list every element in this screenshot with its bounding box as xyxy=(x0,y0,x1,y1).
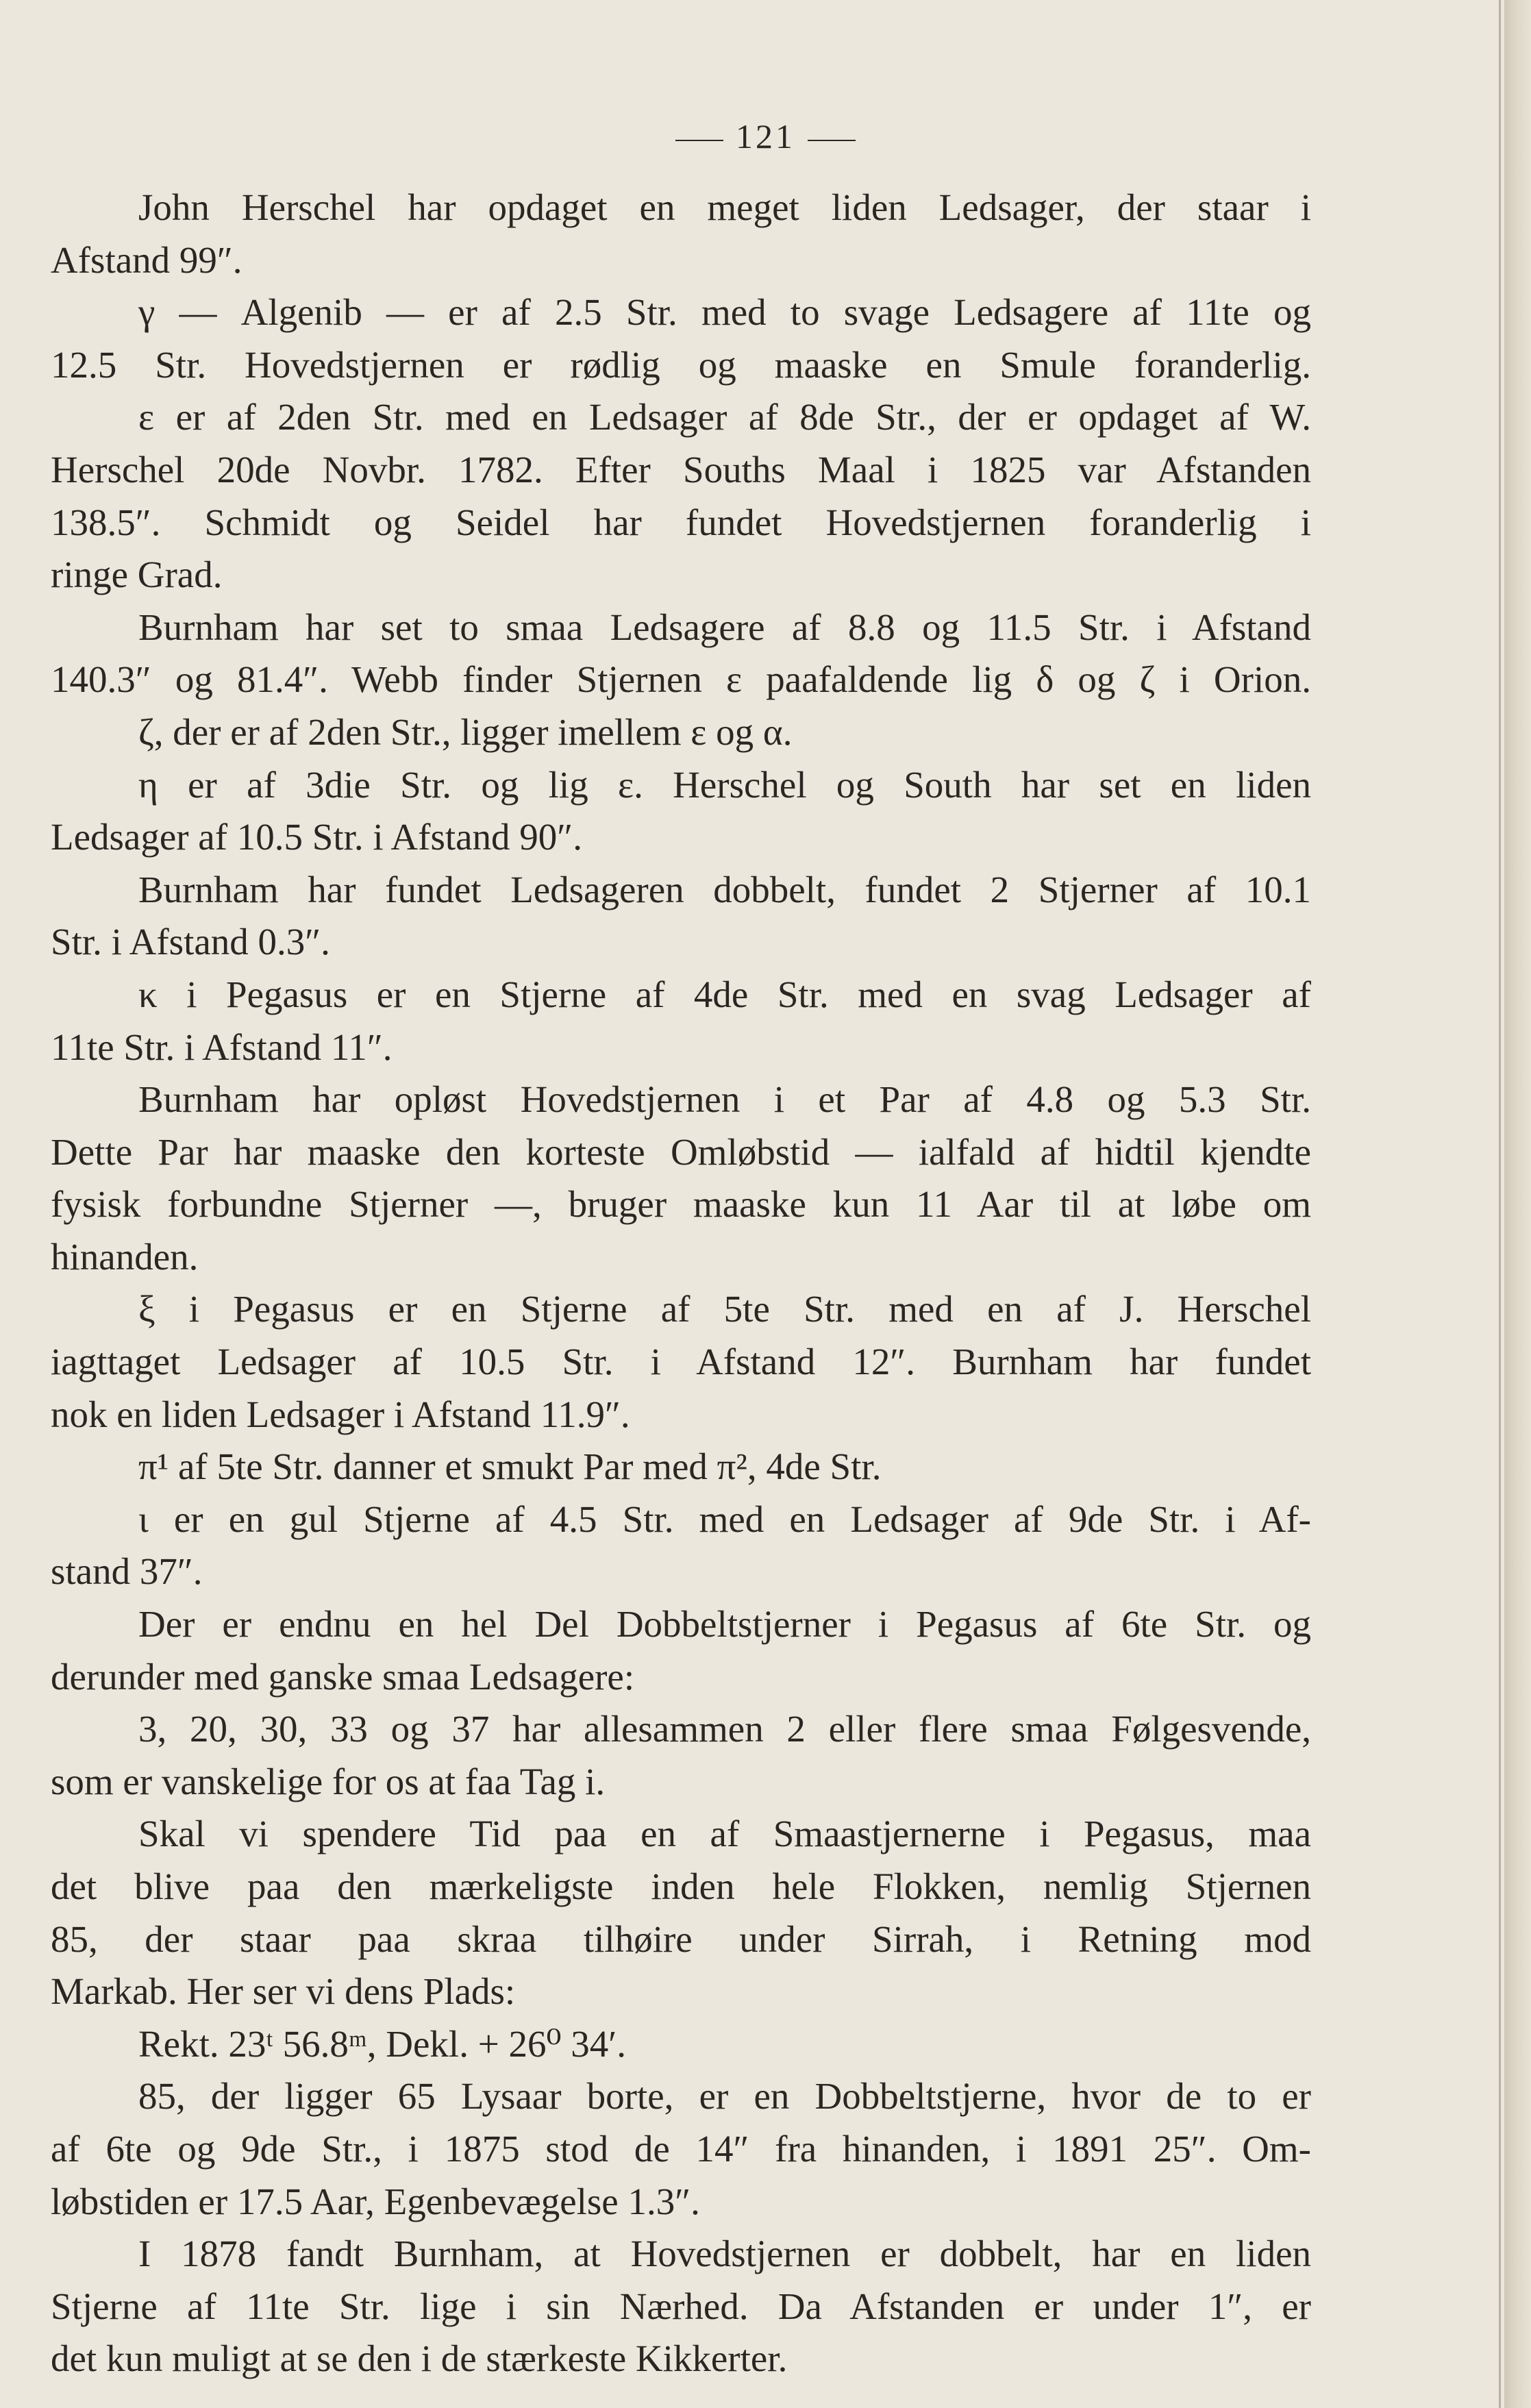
text-line: Stjerne af 11te Str. lige i sin Nærhed. Da Afstanden er under 1″, er xyxy=(51,2285,1311,2327)
text-line: Dette Par har maaske den korteste Omløbstid — ialfald af hidtil kjendte xyxy=(51,1130,1311,1173)
header-dash-left xyxy=(675,140,723,141)
text-line: 85, der ligger 65 Lysaar borte, er en Dobbeltstjerne, hvor de to er xyxy=(138,2075,1311,2118)
text-line: κ i Pegasus er en Stjerne af 4de Str. med en svag Ledsager af xyxy=(138,973,1311,1015)
text-line: fysisk forbundne Stjerner —, bruger maaske kun 11 Aar til at løbe om xyxy=(51,1183,1311,1226)
text-line: Der er endnu en hel Del Dobbeltstjerner i Pegasus af 6te Str. og xyxy=(138,1603,1311,1646)
text-line: 140.3″ og 81.4″. Webb finder Stjernen ε paafaldende lig δ og ζ i Orion. xyxy=(51,658,1311,701)
text-line: 85, der staar paa skraa tilhøire under Sirrah, i Retning mod xyxy=(51,1917,1311,1960)
text-line: Afstand 99″. xyxy=(51,238,242,281)
text-line: som er vanskelige for os at faa Tag i. xyxy=(51,1760,606,1802)
text-line: af 6te og 9de Str., i 1875 stod de 14″ fra hinanden, i 1891 25″. Om- xyxy=(51,2127,1311,2170)
text-line: nok en liden Ledsager i Afstand 11.9″. xyxy=(51,1393,630,1435)
text-line: Burnham har set to smaa Ledsagere af 8.8 og 11.5 Str. i Afstand xyxy=(138,606,1311,648)
text-line: det blive paa den mærkeligste inden hele Flokken, nemlig Stjernen xyxy=(51,1865,1311,1907)
text-line: Burnham har opløst Hovedstjernen i et Par af 4.8 og 5.3 Str. xyxy=(138,1078,1311,1121)
text-line: η er af 3die Str. og lig ε. Herschel og South har set en liden xyxy=(138,763,1311,806)
text-line: Str. i Afstand 0.3″. xyxy=(51,921,330,963)
text-line: Skal vi spendere Tid paa en af Smaastjernerne i Pegasus, maa xyxy=(138,1813,1311,1855)
text-line: hinanden. xyxy=(51,1235,199,1278)
page-edge xyxy=(1504,0,1531,2408)
text-line: π¹ af 5te Str. danner et smukt Par med π², 4de Str. xyxy=(138,1445,882,1488)
text-line: det kun muligt at se den i de stærkeste Kikkerter. xyxy=(51,2337,788,2380)
body-text xyxy=(51,182,1311,2385)
text-line: Markab. Her ser vi dens Plads: xyxy=(51,1970,516,2013)
text-line: Ledsager af 10.5 Str. i Afstand 90″. xyxy=(51,816,582,858)
text-line: løbstiden er 17.5 Aar, Egenbevægelse 1.3″. xyxy=(51,2180,700,2222)
page-header xyxy=(0,116,1531,156)
text-line: ringe Grad. xyxy=(51,554,223,596)
text-line: Rekt. 23ᵗ 56.8ᵐ, Dekl. + 26⁰ 34′. xyxy=(138,2022,627,2065)
text-line: ζ, der er af 2den Str., ligger imellem ε og α. xyxy=(138,710,793,753)
text-line: Herschel 20de Novbr. 1782. Efter Souths Maal i 1825 var Afstanden xyxy=(51,448,1311,491)
page-fold-line xyxy=(1499,0,1501,2408)
text-line: γ — Algenib — er af 2.5 Str. med to svage Ledsagere af 11te og xyxy=(138,291,1311,334)
text-line: ε er af 2den Str. med en Ledsager af 8de Str., der er opdaget af W. xyxy=(138,396,1311,438)
text-line: I 1878 fandt Burnham, at Hovedstjernen er dobbelt, har en liden xyxy=(138,2233,1311,2275)
header-dash-right xyxy=(808,140,856,141)
text-line: ι er en gul Stjerne af 4.5 Str. med en Ledsager af 9de Str. i Af- xyxy=(138,1498,1311,1540)
text-line: 12.5 Str. Hovedstjernen er rødlig og maaske en Smule foranderlig. xyxy=(51,343,1311,386)
text-line: 11te Str. i Afstand 11″. xyxy=(51,1026,393,1068)
text-line: ξ i Pegasus er en Stjerne af 5te Str. med en af J. Herschel xyxy=(138,1288,1311,1330)
text-line: iagttaget Ledsager af 10.5 Str. i Afstand 12″. Burnham har fundet xyxy=(51,1341,1311,1383)
text-line: John Herschel har opdaget en meget liden Ledsager, der staar i xyxy=(138,186,1311,228)
text-line: 3, 20, 30, 33 og 37 har allesammen 2 eller flere smaa Følgesvende, xyxy=(138,1708,1311,1750)
text-line: stand 37″. xyxy=(51,1550,203,1593)
text-line: Burnham har fundet Ledsageren dobbelt, fundet 2 Stjerner af 10.1 xyxy=(138,868,1311,910)
text-line: 138.5″. Schmidt og Seidel har fundet Hovedstjernen foranderlig i xyxy=(51,501,1311,543)
page-number: 121 xyxy=(736,117,795,156)
text-line: derunder med ganske smaa Ledsagere: xyxy=(51,1655,635,1698)
